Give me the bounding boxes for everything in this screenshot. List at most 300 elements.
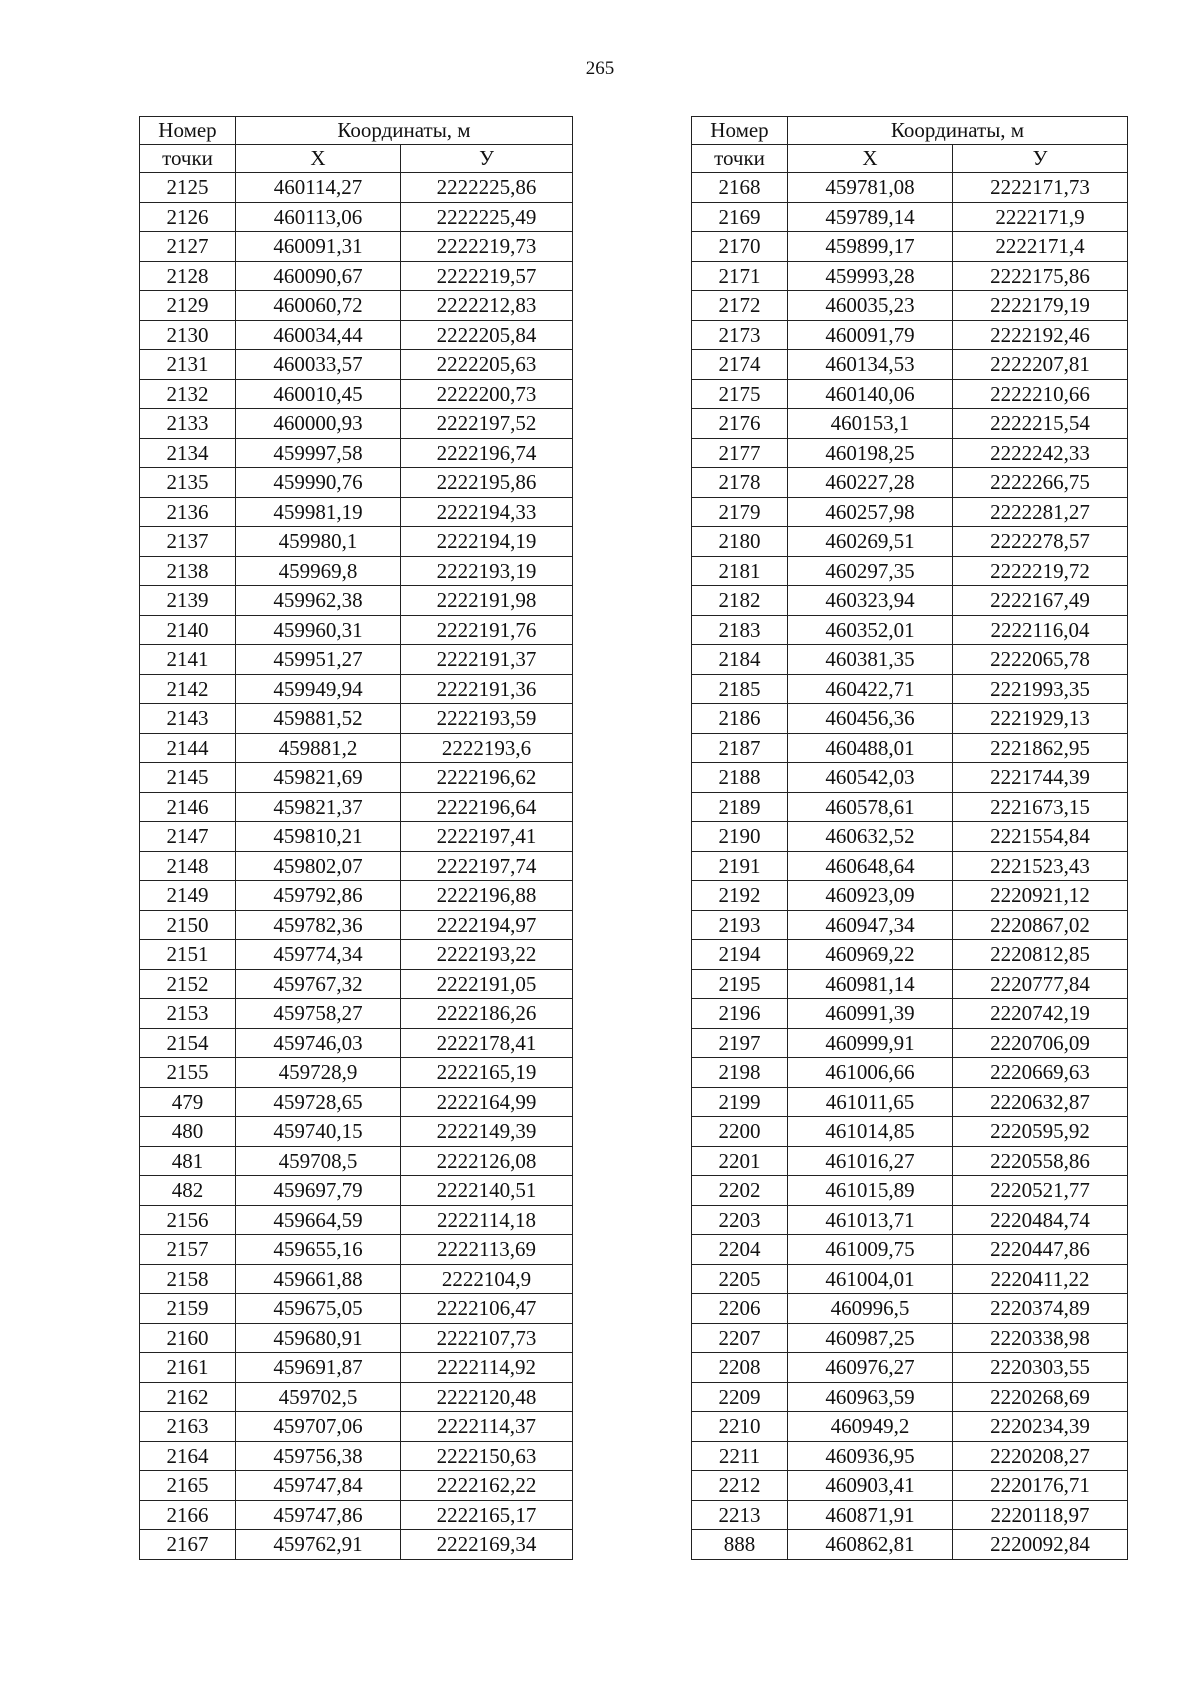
point-number-cell: 2130 [140,320,236,350]
x-coordinate-cell: 459951,27 [236,645,401,675]
y-coordinate-cell: 2220118,97 [953,1500,1128,1530]
point-number-cell: 2200 [692,1117,788,1147]
coordinates-table-left [139,116,573,1560]
y-coordinate-cell: 2222215,54 [953,409,1128,439]
table-row [140,379,573,409]
point-number-cell: 2176 [692,409,788,439]
table-row [692,1235,1128,1265]
y-coordinate-cell: 2222120,48 [401,1382,573,1412]
y-coordinate-cell: 2222114,18 [401,1205,573,1235]
y-coordinate-cell: 2222196,64 [401,792,573,822]
table-row [692,1205,1128,1235]
x-coordinate-cell: 459691,87 [236,1353,401,1383]
y-coordinate-cell: 2220595,92 [953,1117,1128,1147]
x-coordinate-cell: 459664,59 [236,1205,401,1235]
table-row [692,763,1128,793]
point-number-cell: 2208 [692,1353,788,1383]
x-coordinate-cell: 459680,91 [236,1323,401,1353]
point-number-cell: 2185 [692,674,788,704]
y-coordinate-cell: 2222179,19 [953,291,1128,321]
y-coordinate-cell: 2221862,95 [953,733,1128,763]
table-row [692,173,1128,203]
y-coordinate-cell: 2222065,78 [953,645,1128,675]
table-row [692,497,1128,527]
table-row [692,674,1128,704]
y-coordinate-cell: 2222191,37 [401,645,573,675]
x-coordinate-cell: 460936,95 [788,1441,953,1471]
y-coordinate-cell: 2222196,88 [401,881,573,911]
table-row [140,202,573,232]
y-coordinate-cell: 2220812,85 [953,940,1128,970]
x-coordinate-cell: 459762,91 [236,1530,401,1560]
table-row [692,1146,1128,1176]
x-coordinate-cell: 459661,88 [236,1264,401,1294]
point-number-cell: 2164 [140,1441,236,1471]
y-coordinate-cell: 2222196,74 [401,438,573,468]
x-coordinate-cell: 460140,06 [788,379,953,409]
table-row [140,1412,573,1442]
table-row [140,1294,573,1324]
point-number-cell: 2158 [140,1264,236,1294]
y-coordinate-cell: 2222219,73 [401,232,573,262]
table-row [140,910,573,940]
x-coordinate-cell: 460422,71 [788,674,953,704]
point-number-cell: 2204 [692,1235,788,1265]
point-number-cell: 2190 [692,822,788,852]
y-coordinate-cell: 2222225,49 [401,202,573,232]
x-coordinate-cell: 460969,22 [788,940,953,970]
table-row [692,1471,1128,1501]
point-number-cell: 2199 [692,1087,788,1117]
table-body [140,173,573,1560]
point-number-cell: 2149 [140,881,236,911]
point-number-cell: 2155 [140,1058,236,1088]
table-row [140,1087,573,1117]
table-row [140,674,573,704]
y-coordinate-cell: 2222116,04 [953,615,1128,645]
y-coordinate-cell: 2220484,74 [953,1205,1128,1235]
x-coordinate-cell: 460198,25 [788,438,953,468]
y-coordinate-cell: 2222210,66 [953,379,1128,409]
table-row [140,851,573,881]
x-coordinate-cell: 460000,93 [236,409,401,439]
y-coordinate-cell: 2220303,55 [953,1353,1128,1383]
y-column-header: У [401,145,573,173]
x-coordinate-cell: 459655,16 [236,1235,401,1265]
y-coordinate-cell: 2221993,35 [953,674,1128,704]
x-coordinate-cell: 459782,36 [236,910,401,940]
table-row [692,704,1128,734]
x-coordinate-cell: 460352,01 [788,615,953,645]
x-coordinate-cell: 461004,01 [788,1264,953,1294]
y-coordinate-cell: 2222191,76 [401,615,573,645]
table-row [140,763,573,793]
y-coordinate-cell: 2222171,4 [953,232,1128,262]
table-row [140,792,573,822]
table-row [692,1500,1128,1530]
table-row [692,202,1128,232]
x-coordinate-cell: 460488,01 [788,733,953,763]
point-number-cell: 2187 [692,733,788,763]
x-coordinate-cell: 459758,27 [236,999,401,1029]
y-coordinate-cell: 2221554,84 [953,822,1128,852]
y-coordinate-cell: 2220092,84 [953,1530,1128,1560]
point-number-cell: 2194 [692,940,788,970]
table-row [692,910,1128,940]
table-row [692,1441,1128,1471]
table-row [140,1264,573,1294]
table-row [140,1235,573,1265]
y-coordinate-cell: 2222193,22 [401,940,573,970]
x-coordinate-cell: 460996,5 [788,1294,953,1324]
y-coordinate-cell: 2222114,92 [401,1353,573,1383]
x-coordinate-cell: 459740,15 [236,1117,401,1147]
x-coordinate-cell: 460648,64 [788,851,953,881]
table-row [692,320,1128,350]
y-column-header: У [953,145,1128,173]
y-coordinate-cell: 2222219,57 [401,261,573,291]
table-row [140,1117,573,1147]
point-number-cell: 2128 [140,261,236,291]
y-coordinate-cell: 2222114,37 [401,1412,573,1442]
point-number-cell: 2135 [140,468,236,498]
y-coordinate-cell: 2222140,51 [401,1176,573,1206]
table-row [692,527,1128,557]
x-coordinate-cell: 461016,27 [788,1146,953,1176]
table-row [140,556,573,586]
table-row [692,645,1128,675]
point-number-cell: 2211 [692,1441,788,1471]
point-number-cell: 2206 [692,1294,788,1324]
point-number-cell: 2183 [692,615,788,645]
y-coordinate-cell: 2222191,05 [401,969,573,999]
point-number-cell: 2192 [692,881,788,911]
point-number-cell: 2182 [692,586,788,616]
point-number-cell: 2133 [140,409,236,439]
y-coordinate-cell: 2222178,41 [401,1028,573,1058]
x-coordinate-cell: 460134,53 [788,350,953,380]
point-number-cell: 2193 [692,910,788,940]
x-coordinate-cell: 459969,8 [236,556,401,586]
point-number-cell: 2196 [692,999,788,1029]
x-coordinate-cell: 459702,5 [236,1382,401,1412]
table-row [140,940,573,970]
x-coordinate-cell: 459774,34 [236,940,401,970]
table-row [692,1353,1128,1383]
y-coordinate-cell: 2222196,62 [401,763,573,793]
point-number-cell: 482 [140,1176,236,1206]
table-row [692,1382,1128,1412]
x-coordinate-cell: 460010,45 [236,379,401,409]
point-number-cell: 2160 [140,1323,236,1353]
point-number-cell: 2151 [140,940,236,970]
table-row [140,1441,573,1471]
y-coordinate-cell: 2220268,69 [953,1382,1128,1412]
x-coordinate-cell: 461013,71 [788,1205,953,1235]
y-coordinate-cell: 2222165,19 [401,1058,573,1088]
table-row [140,1500,573,1530]
point-number-cell: 2195 [692,969,788,999]
point-number-cell: 2177 [692,438,788,468]
table-row [692,1294,1128,1324]
y-coordinate-cell: 2220632,87 [953,1087,1128,1117]
x-coordinate-cell: 460257,98 [788,497,953,527]
table-row [140,497,573,527]
x-coordinate-cell: 461014,85 [788,1117,953,1147]
y-coordinate-cell: 2222205,63 [401,350,573,380]
x-coordinate-cell: 460114,27 [236,173,401,203]
x-coordinate-cell: 459997,58 [236,438,401,468]
point-number-cell: 2171 [692,261,788,291]
point-number-cell: 2153 [140,999,236,1029]
y-coordinate-cell: 2222171,73 [953,173,1128,203]
table-row [140,1353,573,1383]
table-row [140,232,573,262]
table-row [140,261,573,291]
y-coordinate-cell: 2222113,69 [401,1235,573,1265]
table-row [692,851,1128,881]
table-row [140,291,573,321]
y-coordinate-cell: 2222219,72 [953,556,1128,586]
x-coordinate-cell: 460090,67 [236,261,401,291]
point-number-cell: 2174 [692,350,788,380]
table-row [140,1176,573,1206]
point-number-cell: 2180 [692,527,788,557]
y-coordinate-cell: 2222186,26 [401,999,573,1029]
y-coordinate-cell: 2222197,52 [401,409,573,439]
table-row [140,1471,573,1501]
x-coordinate-cell: 459675,05 [236,1294,401,1324]
x-coordinate-cell: 460060,72 [236,291,401,321]
x-coordinate-cell: 460269,51 [788,527,953,557]
y-coordinate-cell: 2220777,84 [953,969,1128,999]
point-number-cell: 2184 [692,645,788,675]
coordinates-table-right [691,116,1128,1560]
x-coordinate-cell: 460981,14 [788,969,953,999]
x-coordinate-cell: 460862,81 [788,1530,953,1560]
table-row [140,733,573,763]
y-coordinate-cell: 2222171,9 [953,202,1128,232]
x-coordinate-cell: 460227,28 [788,468,953,498]
x-coordinate-cell: 459810,21 [236,822,401,852]
point-number-cell: 2197 [692,1028,788,1058]
x-coordinate-cell: 459993,28 [788,261,953,291]
y-coordinate-cell: 2222162,22 [401,1471,573,1501]
table-row [692,586,1128,616]
x-coordinate-cell: 460903,41 [788,1471,953,1501]
y-coordinate-cell: 2222150,63 [401,1441,573,1471]
table-row [692,822,1128,852]
point-number-cell: 2157 [140,1235,236,1265]
x-coordinate-cell: 460999,91 [788,1028,953,1058]
table-row [140,645,573,675]
y-coordinate-cell: 2222212,83 [401,291,573,321]
x-coordinate-cell: 459781,08 [788,173,953,203]
point-number-cell: 2178 [692,468,788,498]
point-number-header-bottom: точки [692,145,788,173]
x-coordinate-cell: 460323,94 [788,586,953,616]
x-coordinate-cell: 460297,35 [788,556,953,586]
point-number-cell: 2148 [140,851,236,881]
point-number-cell: 2205 [692,1264,788,1294]
point-number-cell: 2181 [692,556,788,586]
y-coordinate-cell: 2220338,98 [953,1323,1128,1353]
table-row [692,1412,1128,1442]
x-coordinate-cell: 460632,52 [788,822,953,852]
x-coordinate-cell: 459697,79 [236,1176,401,1206]
x-coordinate-cell: 459881,2 [236,733,401,763]
y-coordinate-cell: 2222281,27 [953,497,1128,527]
x-coordinate-cell: 460035,23 [788,291,953,321]
x-coordinate-cell: 460033,57 [236,350,401,380]
x-coordinate-cell: 460976,27 [788,1353,953,1383]
y-coordinate-cell: 2222192,46 [953,320,1128,350]
table-body [692,173,1128,1560]
point-number-cell: 2163 [140,1412,236,1442]
x-coordinate-cell: 460091,79 [788,320,953,350]
table-row [692,438,1128,468]
table-row [692,261,1128,291]
y-coordinate-cell: 2220411,22 [953,1264,1128,1294]
x-coordinate-cell: 459899,17 [788,232,953,262]
table-row [692,733,1128,763]
x-coordinate-cell: 459747,86 [236,1500,401,1530]
y-coordinate-cell: 2221673,15 [953,792,1128,822]
y-coordinate-cell: 2222191,98 [401,586,573,616]
point-number-cell: 2156 [140,1205,236,1235]
table-row [692,409,1128,439]
x-coordinate-cell: 459728,9 [236,1058,401,1088]
y-coordinate-cell: 2220176,71 [953,1471,1128,1501]
x-coordinate-cell: 459980,1 [236,527,401,557]
point-number-cell: 479 [140,1087,236,1117]
point-number-cell: 2142 [140,674,236,704]
table-row [140,1382,573,1412]
table-row [140,1205,573,1235]
point-number-cell: 2169 [692,202,788,232]
y-coordinate-cell: 2220706,09 [953,1028,1128,1058]
y-coordinate-cell: 2222165,17 [401,1500,573,1530]
y-coordinate-cell: 2220669,63 [953,1058,1128,1088]
point-number-header-top: Номер [692,117,788,145]
point-number-cell: 2210 [692,1412,788,1442]
point-number-cell: 2126 [140,202,236,232]
table-row [140,1146,573,1176]
table-row [140,822,573,852]
table-row [692,232,1128,262]
point-number-cell: 2139 [140,586,236,616]
table-row [692,291,1128,321]
y-coordinate-cell: 2220374,89 [953,1294,1128,1324]
point-number-cell: 2127 [140,232,236,262]
table-row [140,468,573,498]
y-coordinate-cell: 2220558,86 [953,1146,1128,1176]
y-coordinate-cell: 2222126,08 [401,1146,573,1176]
y-coordinate-cell: 2222266,75 [953,468,1128,498]
x-coordinate-cell: 460456,36 [788,704,953,734]
table-row [692,969,1128,999]
point-number-cell: 2147 [140,822,236,852]
x-coordinate-cell: 459792,86 [236,881,401,911]
point-number-cell: 2175 [692,379,788,409]
table-row [692,379,1128,409]
table-row [140,999,573,1029]
point-number-cell: 2213 [692,1500,788,1530]
table-row [140,320,573,350]
page-number: 265 [585,58,615,79]
point-number-cell: 2162 [140,1382,236,1412]
x-coordinate-cell: 459990,76 [236,468,401,498]
point-number-cell: 2143 [140,704,236,734]
x-coordinate-cell: 459821,37 [236,792,401,822]
x-coordinate-cell: 459728,65 [236,1087,401,1117]
point-number-cell: 480 [140,1117,236,1147]
table-row [692,1530,1128,1560]
point-number-cell: 481 [140,1146,236,1176]
point-number-cell: 2186 [692,704,788,734]
table-row [140,527,573,557]
x-coordinate-cell: 459756,38 [236,1441,401,1471]
y-coordinate-cell: 2222167,49 [953,586,1128,616]
table-row [140,969,573,999]
table-row [692,468,1128,498]
y-coordinate-cell: 2221929,13 [953,704,1128,734]
x-coordinate-cell: 459962,38 [236,586,401,616]
y-coordinate-cell: 2222106,47 [401,1294,573,1324]
point-number-cell: 2203 [692,1205,788,1235]
x-coordinate-cell: 460947,34 [788,910,953,940]
y-coordinate-cell: 2222193,19 [401,556,573,586]
point-number-header-top: Номер [140,117,236,145]
x-coordinate-cell: 459960,31 [236,615,401,645]
table-row [692,350,1128,380]
point-number-cell: 2136 [140,497,236,527]
point-number-cell: 888 [692,1530,788,1560]
x-coordinate-cell: 459949,94 [236,674,401,704]
x-coordinate-cell: 459821,69 [236,763,401,793]
point-number-cell: 2161 [140,1353,236,1383]
y-coordinate-cell: 2222197,41 [401,822,573,852]
x-coordinate-cell: 459708,5 [236,1146,401,1176]
y-coordinate-cell: 2220447,86 [953,1235,1128,1265]
point-number-cell: 2201 [692,1146,788,1176]
x-coordinate-cell: 460949,2 [788,1412,953,1442]
point-number-cell: 2134 [140,438,236,468]
x-coordinate-cell: 459981,19 [236,497,401,527]
point-number-cell: 2150 [140,910,236,940]
x-coordinate-cell: 460871,91 [788,1500,953,1530]
table-row [692,1264,1128,1294]
y-coordinate-cell: 2222149,39 [401,1117,573,1147]
table-row [692,1117,1128,1147]
table-row [140,586,573,616]
point-number-cell: 2141 [140,645,236,675]
table-row [692,1087,1128,1117]
point-number-cell: 2140 [140,615,236,645]
point-number-cell: 2159 [140,1294,236,1324]
point-number-cell: 2207 [692,1323,788,1353]
y-coordinate-cell: 2220921,12 [953,881,1128,911]
point-number-cell: 2172 [692,291,788,321]
coordinates-header: Координаты, м [236,117,573,145]
x-coordinate-cell: 461011,65 [788,1087,953,1117]
table-row [692,881,1128,911]
table-row [692,1058,1128,1088]
x-coordinate-cell: 460381,35 [788,645,953,675]
point-number-cell: 2202 [692,1176,788,1206]
x-coordinate-cell: 460034,44 [236,320,401,350]
x-column-header: X [236,145,401,173]
